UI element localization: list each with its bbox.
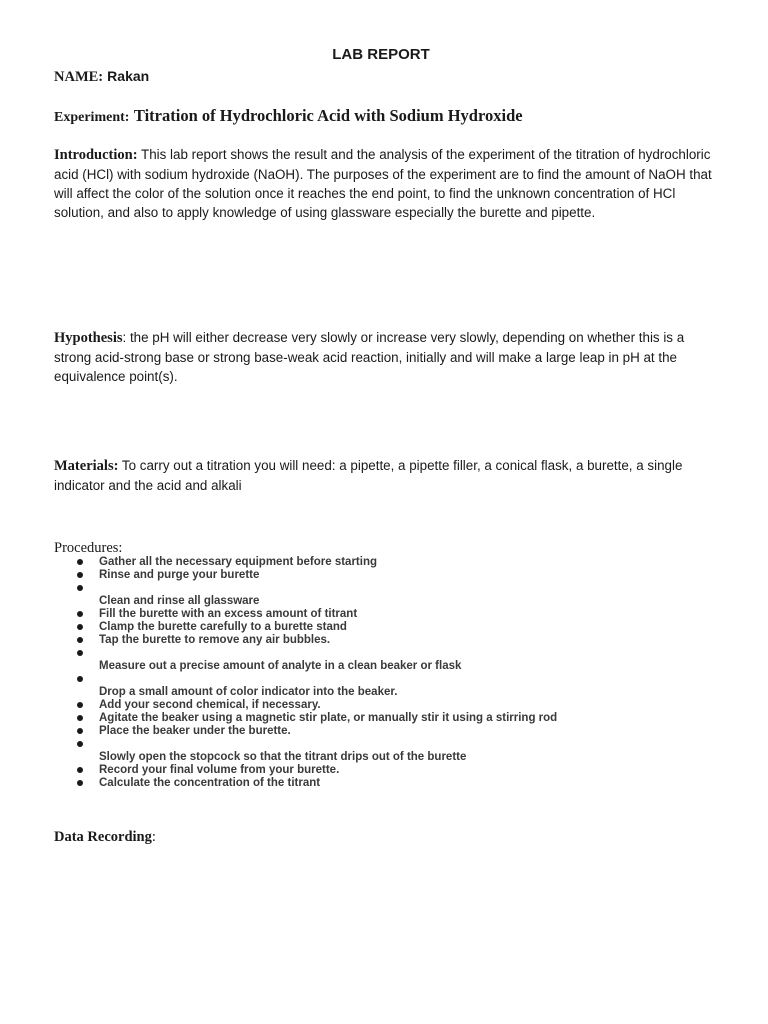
procedure-step: Fill the burette with an excess amount of titrant	[54, 608, 734, 621]
bullet-icon	[77, 559, 83, 565]
procedure-step: Clamp the burette carefully to a burette stand	[54, 621, 734, 634]
materials-text: To carry out a titration you will need: a pipette, a pipette filler, a conical flask, a burette, a single indicator and the acid and alkali	[54, 458, 683, 493]
procedure-step: Measure out a precise amount of analyte in a clean beaker or flask	[54, 647, 734, 673]
hypothesis-label: Hypothesis	[54, 330, 123, 346]
experiment-label: Experiment:	[54, 110, 130, 125]
bullet-icon	[77, 715, 83, 721]
procedure-step: Clean and rinse all glassware	[54, 582, 734, 608]
procedure-step: Calculate the concentration of the titrant	[54, 777, 734, 790]
bullet-icon	[77, 650, 83, 656]
name-label: NAME:	[54, 69, 104, 85]
hypothesis-section	[54, 328, 714, 386]
introduction-text: This lab report shows the result and the analysis of the experiment of the titration of hydrochloric acid (HCl) with sodium hydroxide (NaOH). The purposes of the experiment are to find the amount of NaOH that will affect the color of the solution once it reaches the end point, to find the unknown concentration of HCl solution, and also to apply knowledge of using glassware especially the burette and pipette.	[54, 147, 712, 220]
materials-section	[54, 456, 714, 495]
bullet-icon	[77, 728, 83, 734]
procedure-step: Place the beaker under the burette.	[54, 725, 734, 738]
procedure-step: Slowly open the stopcock so that the titrant drips out of the burette	[54, 738, 734, 764]
bullet-icon	[77, 572, 83, 578]
introduction-section	[54, 145, 714, 222]
bullet-icon	[77, 624, 83, 630]
hypothesis-text: : the pH will either decrease very slowly or increase very slowly, depending on whether this is a strong acid-strong base or strong base-weak acid reaction, initially and will make a large leap in pH at the equivalence point(s).	[54, 330, 685, 384]
procedure-step: Rinse and purge your burette	[54, 569, 734, 582]
procedure-step: Drop a small amount of color indicator into the beaker.	[54, 673, 734, 699]
procedure-list	[54, 556, 734, 790]
bullet-icon	[77, 611, 83, 617]
bullet-icon	[77, 741, 83, 747]
bullet-icon	[77, 702, 83, 708]
bullet-icon	[77, 767, 83, 773]
name-line	[54, 68, 149, 86]
data-recording-colon: :	[151, 829, 156, 845]
bullet-icon	[77, 637, 83, 643]
name-value: Rakan	[107, 68, 150, 84]
procedure-step: Agitate the beaker using a magnetic stir plate, or manually stir it using a stirring rod	[54, 712, 734, 725]
report-title: LAB REPORT	[332, 46, 430, 63]
data-recording-heading	[54, 829, 156, 846]
procedure-step: Add your second chemical, if necessary.	[54, 699, 734, 712]
procedure-step: Tap the burette to remove any air bubbles.	[54, 634, 734, 647]
bullet-icon	[77, 585, 83, 591]
bullet-icon	[77, 780, 83, 786]
materials-label: Materials:	[54, 458, 119, 474]
experiment-title: Titration of Hydrochloric Acid with Sodium Hydroxide	[133, 106, 523, 125]
introduction-label: Introduction:	[54, 147, 138, 163]
bullet-icon	[77, 676, 83, 682]
procedures-label: Procedures:	[54, 540, 123, 556]
procedure-step: Record your final volume from your burette.	[54, 764, 734, 777]
experiment-line	[54, 106, 523, 126]
data-recording-label: Data Recording	[54, 829, 152, 845]
procedure-step: Gather all the necessary equipment before starting	[54, 556, 734, 569]
